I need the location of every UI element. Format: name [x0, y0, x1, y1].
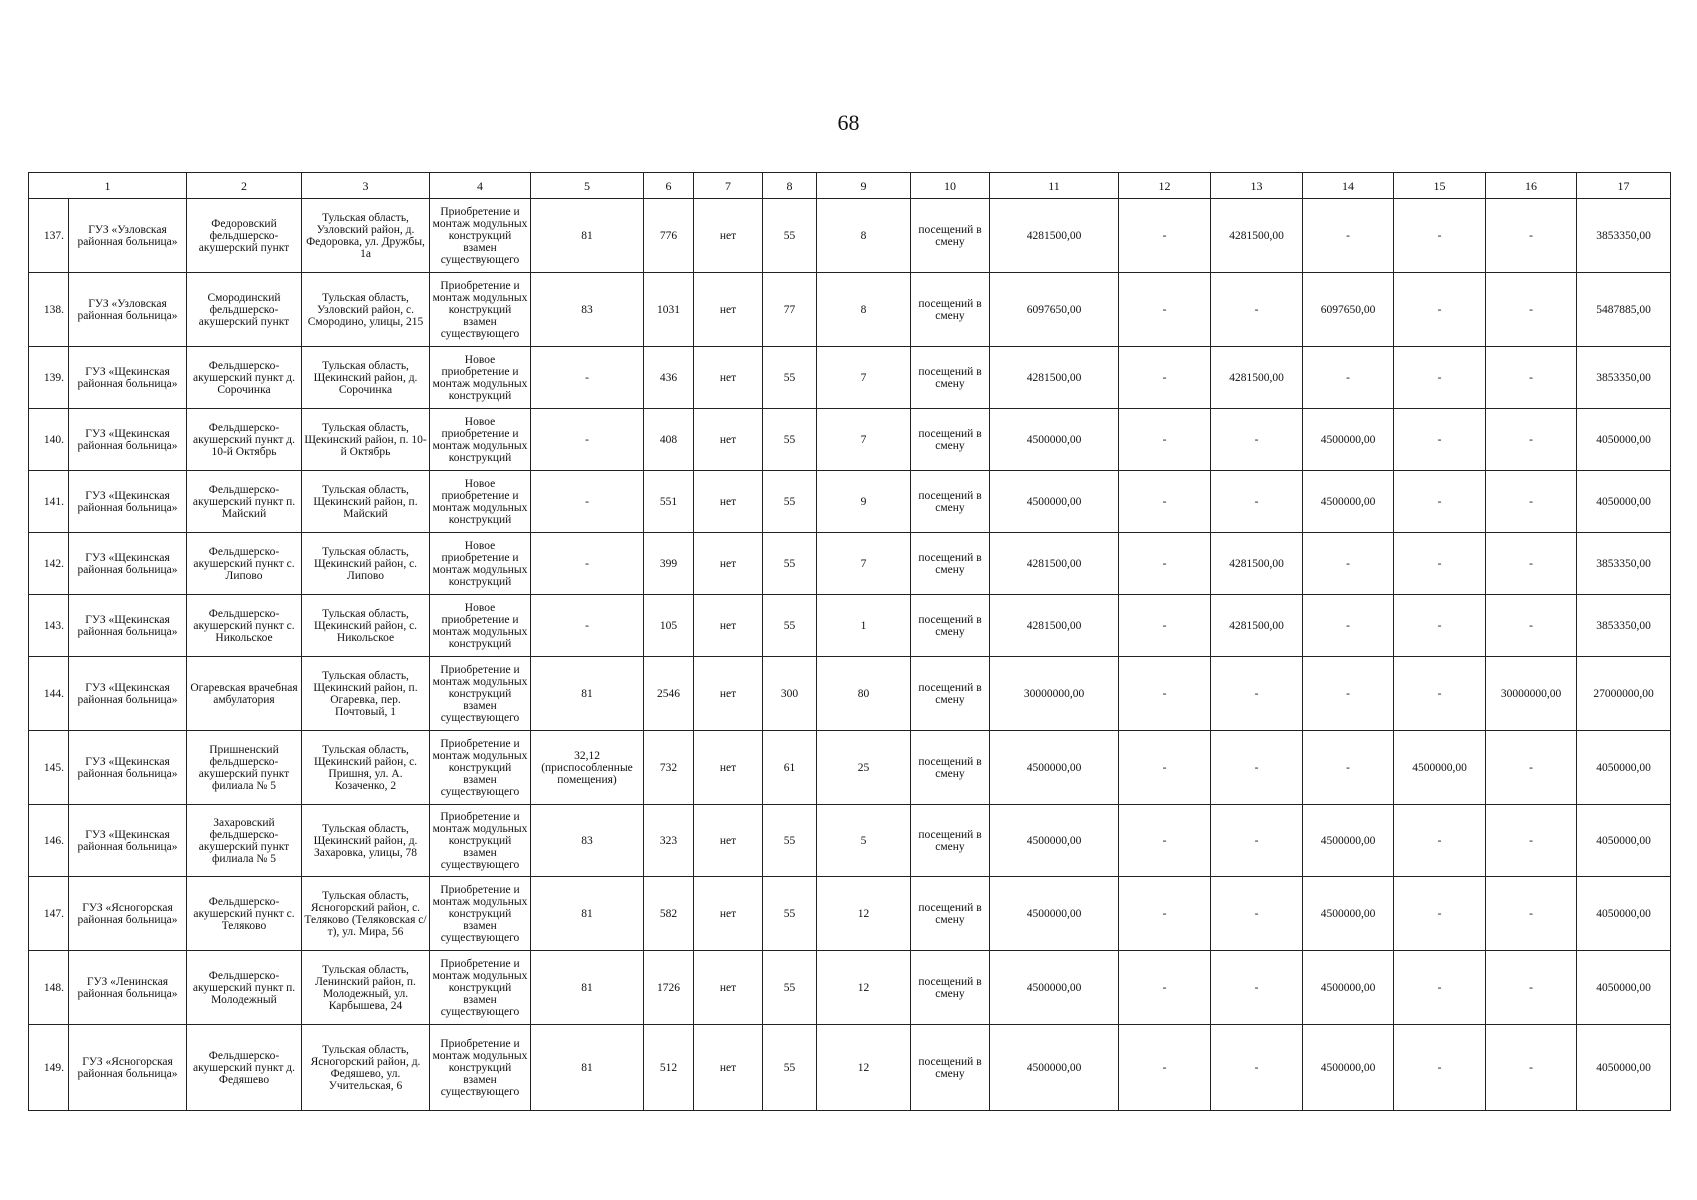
cell-cost-col-14: 4500000,00 [1303, 1025, 1394, 1111]
cell-area: - [531, 595, 644, 657]
cell-cost-col-13: 4281500,00 [1211, 595, 1303, 657]
cell-area: 81 [531, 951, 644, 1025]
cell-cost-col-16: - [1486, 731, 1577, 805]
cell-cost-col-15: - [1394, 877, 1486, 951]
cell-cost-col-14: 4500000,00 [1303, 471, 1394, 533]
cell-cost-col-12: - [1119, 533, 1211, 595]
cell-work-type: Новое приобретение и монтаж модульных конструкций [430, 533, 531, 595]
cell-address: Тульская область, Щекинский район, п. Огаревка, пер. Почтовый, 1 [302, 657, 430, 731]
cell-area: 83 [531, 273, 644, 347]
cell-cost-col-15: - [1394, 951, 1486, 1025]
cell-visits: 12 [817, 951, 911, 1025]
cell-cost-col-12: - [1119, 199, 1211, 273]
cell-column-7: нет [694, 805, 763, 877]
cell-total-cost: 4500000,00 [990, 877, 1119, 951]
cell-row-number: 143. [29, 595, 69, 657]
cell-cost-col-13: 4281500,00 [1211, 347, 1303, 409]
cell-column-7: нет [694, 731, 763, 805]
cell-organization: ГУЗ «Щекинская районная больница» [69, 805, 187, 877]
cell-cost-col-16: - [1486, 951, 1577, 1025]
cell-cost-col-17: 3853350,00 [1577, 199, 1671, 273]
cell-cost-col-16: - [1486, 273, 1577, 347]
cell-cost-col-15: - [1394, 657, 1486, 731]
cell-row-number: 144. [29, 657, 69, 731]
cell-cost-col-17: 4050000,00 [1577, 805, 1671, 877]
cell-column-7: нет [694, 1025, 763, 1111]
cell-total-cost: 30000000,00 [990, 657, 1119, 731]
cell-column-7: нет [694, 657, 763, 731]
cell-row-number: 145. [29, 731, 69, 805]
cell-capacity: 55 [763, 347, 817, 409]
cell-row-number: 149. [29, 1025, 69, 1111]
cell-cost-col-15: - [1394, 595, 1486, 657]
cell-row-number: 146. [29, 805, 69, 877]
cell-cost-col-14: - [1303, 347, 1394, 409]
cell-unit: посещений в смену [911, 347, 990, 409]
column-header: 6 [644, 173, 694, 199]
cell-unit: посещений в смену [911, 409, 990, 471]
cell-facility-name: Пришненский фельдшерско-акушерский пункт филиала № 5 [187, 731, 302, 805]
table-row [29, 347, 1671, 409]
column-header: 13 [1211, 173, 1303, 199]
cell-work-type: Приобретение и монтаж модульных конструкций взамен существующего [430, 877, 531, 951]
column-header: 17 [1577, 173, 1671, 199]
cell-unit: посещений в смену [911, 471, 990, 533]
cell-column-7: нет [694, 471, 763, 533]
cell-visits: 8 [817, 273, 911, 347]
cell-address: Тульская область, Щекинский район, с. Никольское [302, 595, 430, 657]
cell-capacity: 55 [763, 951, 817, 1025]
cell-cost-col-16: - [1486, 471, 1577, 533]
cell-total-cost: 4500000,00 [990, 951, 1119, 1025]
cell-cost-col-13: - [1211, 273, 1303, 347]
cell-cost-col-17: 4050000,00 [1577, 731, 1671, 805]
cell-facility-name: Огаревская врачебная амбулатория [187, 657, 302, 731]
cell-facility-name: Фельдшерско-акушерский пункт д. Сорочинка [187, 347, 302, 409]
cell-cost-col-13: - [1211, 471, 1303, 533]
cell-address: Тульская область, Ясногорский район, д. Федяшево, ул. Учительская, 6 [302, 1025, 430, 1111]
cell-cost-col-15: - [1394, 533, 1486, 595]
cell-cost-col-12: - [1119, 657, 1211, 731]
cell-unit: посещений в смену [911, 595, 990, 657]
cell-facility-name: Фельдшерско-акушерский пункт с. Никольское [187, 595, 302, 657]
cell-facility-name: Фельдшерско-акушерский пункт д. 10-й Октябрь [187, 409, 302, 471]
cell-total-cost: 4281500,00 [990, 347, 1119, 409]
cell-visits: 8 [817, 199, 911, 273]
cell-population: 399 [644, 533, 694, 595]
cell-cost-col-16: - [1486, 347, 1577, 409]
cell-cost-col-14: 4500000,00 [1303, 805, 1394, 877]
cell-visits: 5 [817, 805, 911, 877]
cell-facility-name: Захаровский фельдшерско-акушерский пункт филиала № 5 [187, 805, 302, 877]
page-number: 68 [837, 110, 860, 135]
cell-total-cost: 4281500,00 [990, 199, 1119, 273]
cell-address: Тульская область, Щекинский район, п. 10-й Октябрь [302, 409, 430, 471]
cell-area: 81 [531, 657, 644, 731]
cell-column-7: нет [694, 595, 763, 657]
cell-population: 732 [644, 731, 694, 805]
cell-facility-name: Фельдшерско-акушерский пункт п. Молодежный [187, 951, 302, 1025]
cell-population: 2546 [644, 657, 694, 731]
cell-visits: 7 [817, 347, 911, 409]
cell-total-cost: 6097650,00 [990, 273, 1119, 347]
table-row [29, 409, 1671, 471]
cell-work-type: Приобретение и монтаж модульных конструкций взамен существующего [430, 199, 531, 273]
cell-address: Тульская область, Щекинский район, п. Майский [302, 471, 430, 533]
cell-capacity: 55 [763, 877, 817, 951]
cell-capacity: 55 [763, 471, 817, 533]
cell-organization: ГУЗ «Ленинская районная больница» [69, 951, 187, 1025]
cell-organization: ГУЗ «Щекинская районная больница» [69, 595, 187, 657]
cell-cost-col-14: 6097650,00 [1303, 273, 1394, 347]
cell-capacity: 55 [763, 805, 817, 877]
cell-cost-col-16: - [1486, 877, 1577, 951]
cell-total-cost: 4281500,00 [990, 595, 1119, 657]
cell-work-type: Новое приобретение и монтаж модульных конструкций [430, 595, 531, 657]
cell-visits: 25 [817, 731, 911, 805]
cell-facility-name: Фельдшерско-акушерский пункт п. Майский [187, 471, 302, 533]
table-row [29, 199, 1671, 273]
cell-area: 81 [531, 877, 644, 951]
cell-work-type: Приобретение и монтаж модульных конструкций взамен существующего [430, 657, 531, 731]
cell-visits: 1 [817, 595, 911, 657]
cell-work-type: Новое приобретение и монтаж модульных конструкций [430, 409, 531, 471]
cell-population: 1726 [644, 951, 694, 1025]
cell-unit: посещений в смену [911, 1025, 990, 1111]
cell-cost-col-12: - [1119, 877, 1211, 951]
column-header: 3 [302, 173, 430, 199]
cell-column-7: нет [694, 273, 763, 347]
cell-capacity: 55 [763, 199, 817, 273]
cell-capacity: 55 [763, 1025, 817, 1111]
cell-population: 776 [644, 199, 694, 273]
cell-cost-col-12: - [1119, 471, 1211, 533]
cell-visits: 80 [817, 657, 911, 731]
cell-cost-col-16: - [1486, 533, 1577, 595]
cell-row-number: 141. [29, 471, 69, 533]
cell-area: 81 [531, 1025, 644, 1111]
cell-address: Тульская область, Ясногорский район, с. Теляково (Теляковская с/т), ул. Мира, 56 [302, 877, 430, 951]
cell-facility-name: Федоровский фельдшерско-акушерский пункт [187, 199, 302, 273]
column-header: 11 [990, 173, 1119, 199]
cell-cost-col-12: - [1119, 273, 1211, 347]
cell-address: Тульская область, Щекинский район, д. Захаровка, улицы, 78 [302, 805, 430, 877]
cell-row-number: 137. [29, 199, 69, 273]
cell-cost-col-17: 4050000,00 [1577, 877, 1671, 951]
cell-address: Тульская область, Узловский район, с. Смородино, улицы, 215 [302, 273, 430, 347]
cell-column-7: нет [694, 951, 763, 1025]
cell-column-7: нет [694, 347, 763, 409]
cell-total-cost: 4281500,00 [990, 533, 1119, 595]
cell-address: Тульская область, Щекинский район, д. Сорочинка [302, 347, 430, 409]
header-row [29, 173, 1671, 199]
cell-row-number: 139. [29, 347, 69, 409]
cell-organization: ГУЗ «Щекинская районная больница» [69, 409, 187, 471]
cell-population: 582 [644, 877, 694, 951]
table-row [29, 471, 1671, 533]
cell-cost-col-17: 5487885,00 [1577, 273, 1671, 347]
cell-area: - [531, 533, 644, 595]
column-header: 5 [531, 173, 644, 199]
cell-unit: посещений в смену [911, 951, 990, 1025]
column-header: 12 [1119, 173, 1211, 199]
cell-area: 81 [531, 199, 644, 273]
cell-unit: посещений в смену [911, 877, 990, 951]
column-header: 15 [1394, 173, 1486, 199]
cell-unit: посещений в смену [911, 273, 990, 347]
cell-column-7: нет [694, 877, 763, 951]
cell-unit: посещений в смену [911, 805, 990, 877]
cell-cost-col-13: - [1211, 877, 1303, 951]
cell-cost-col-15: 4500000,00 [1394, 731, 1486, 805]
cell-cost-col-14: - [1303, 731, 1394, 805]
cell-population: 408 [644, 409, 694, 471]
column-header: 9 [817, 173, 911, 199]
cell-visits: 12 [817, 877, 911, 951]
cell-address: Тульская область, Щекинский район, с. Пришня, ул. А. Козаченко, 2 [302, 731, 430, 805]
table-row [29, 951, 1671, 1025]
cell-cost-col-17: 27000000,00 [1577, 657, 1671, 731]
data-table [28, 172, 1671, 1111]
cell-cost-col-17: 4050000,00 [1577, 471, 1671, 533]
cell-population: 551 [644, 471, 694, 533]
column-header: 4 [430, 173, 531, 199]
cell-cost-col-13: - [1211, 657, 1303, 731]
cell-row-number: 148. [29, 951, 69, 1025]
cell-area: - [531, 347, 644, 409]
column-header: 8 [763, 173, 817, 199]
cell-population: 1031 [644, 273, 694, 347]
cell-cost-col-12: - [1119, 805, 1211, 877]
cell-cost-col-16: - [1486, 409, 1577, 471]
table-row [29, 533, 1671, 595]
cell-cost-col-14: 4500000,00 [1303, 409, 1394, 471]
cell-cost-col-17: 3853350,00 [1577, 595, 1671, 657]
cell-work-type: Приобретение и монтаж модульных конструкций взамен существующего [430, 1025, 531, 1111]
cell-area: - [531, 409, 644, 471]
cell-cost-col-14: 4500000,00 [1303, 951, 1394, 1025]
cell-capacity: 55 [763, 409, 817, 471]
cell-cost-col-14: - [1303, 595, 1394, 657]
cell-cost-col-16: - [1486, 595, 1577, 657]
cell-work-type: Приобретение и монтаж модульных конструкций взамен существующего [430, 805, 531, 877]
cell-facility-name: Фельдшерско-акушерский пункт д. Федяшево [187, 1025, 302, 1111]
cell-work-type: Новое приобретение и монтаж модульных конструкций [430, 347, 531, 409]
cell-capacity: 55 [763, 595, 817, 657]
column-header: 7 [694, 173, 763, 199]
cell-cost-col-12: - [1119, 951, 1211, 1025]
column-header: 10 [911, 173, 990, 199]
cell-facility-name: Фельдшерско-акушерский пункт с. Теляково [187, 877, 302, 951]
cell-cost-col-12: - [1119, 731, 1211, 805]
cell-visits: 9 [817, 471, 911, 533]
cell-cost-col-13: 4281500,00 [1211, 199, 1303, 273]
column-header: 1 [29, 173, 187, 199]
cell-capacity: 77 [763, 273, 817, 347]
column-header: 16 [1486, 173, 1577, 199]
cell-column-7: нет [694, 409, 763, 471]
cell-organization: ГУЗ «Щекинская районная больница» [69, 347, 187, 409]
cell-unit: посещений в смену [911, 199, 990, 273]
cell-work-type: Приобретение и монтаж модульных конструкций взамен существующего [430, 273, 531, 347]
table-row [29, 1025, 1671, 1111]
cell-row-number: 140. [29, 409, 69, 471]
cell-unit: посещений в смену [911, 533, 990, 595]
column-header: 14 [1303, 173, 1394, 199]
cell-cost-col-13: 4281500,00 [1211, 533, 1303, 595]
cell-cost-col-14: - [1303, 199, 1394, 273]
cell-population: 436 [644, 347, 694, 409]
cell-address: Тульская область, Щекинский район, с. Липово [302, 533, 430, 595]
cell-cost-col-12: - [1119, 1025, 1211, 1111]
cell-capacity: 55 [763, 533, 817, 595]
cell-cost-col-13: - [1211, 1025, 1303, 1111]
cell-cost-col-15: - [1394, 1025, 1486, 1111]
cell-area: 32,12 (приспособленные помещения) [531, 731, 644, 805]
cell-population: 323 [644, 805, 694, 877]
cell-organization: ГУЗ «Щекинская районная больница» [69, 471, 187, 533]
cell-row-number: 138. [29, 273, 69, 347]
cell-column-7: нет [694, 199, 763, 273]
column-header: 2 [187, 173, 302, 199]
cell-cost-col-15: - [1394, 805, 1486, 877]
cell-cost-col-15: - [1394, 471, 1486, 533]
cell-cost-col-13: - [1211, 951, 1303, 1025]
cell-cost-col-12: - [1119, 409, 1211, 471]
cell-visits: 7 [817, 533, 911, 595]
cell-capacity: 61 [763, 731, 817, 805]
cell-total-cost: 4500000,00 [990, 731, 1119, 805]
cell-population: 512 [644, 1025, 694, 1111]
cell-cost-col-16: - [1486, 805, 1577, 877]
cell-cost-col-12: - [1119, 347, 1211, 409]
cell-cost-col-13: - [1211, 409, 1303, 471]
cell-organization: ГУЗ «Щекинская районная больница» [69, 533, 187, 595]
cell-cost-col-14: - [1303, 533, 1394, 595]
cell-work-type: Новое приобретение и монтаж модульных конструкций [430, 471, 531, 533]
cell-cost-col-14: - [1303, 657, 1394, 731]
cell-cost-col-17: 3853350,00 [1577, 347, 1671, 409]
cell-cost-col-16: 30000000,00 [1486, 657, 1577, 731]
cell-total-cost: 4500000,00 [990, 805, 1119, 877]
cell-unit: посещений в смену [911, 657, 990, 731]
cell-cost-col-13: - [1211, 805, 1303, 877]
cell-column-7: нет [694, 533, 763, 595]
cell-organization: ГУЗ «Узловская районная больница» [69, 273, 187, 347]
cell-organization: ГУЗ «Ясногорская районная больница» [69, 1025, 187, 1111]
cell-row-number: 142. [29, 533, 69, 595]
cell-area: - [531, 471, 644, 533]
cell-population: 105 [644, 595, 694, 657]
cell-visits: 12 [817, 1025, 911, 1111]
cell-cost-col-17: 3853350,00 [1577, 533, 1671, 595]
cell-cost-col-16: - [1486, 199, 1577, 273]
cell-cost-col-16: - [1486, 1025, 1577, 1111]
cell-cost-col-15: - [1394, 199, 1486, 273]
cell-cost-col-17: 4050000,00 [1577, 409, 1671, 471]
cell-visits: 7 [817, 409, 911, 471]
cell-cost-col-14: 4500000,00 [1303, 877, 1394, 951]
cell-total-cost: 4500000,00 [990, 471, 1119, 533]
cell-address: Тульская область, Узловский район, д. Федоровка, ул. Дружбы, 1а [302, 199, 430, 273]
table-row [29, 731, 1671, 805]
cell-unit: посещений в смену [911, 731, 990, 805]
cell-work-type: Приобретение и монтаж модульных конструкций взамен существующего [430, 951, 531, 1025]
cell-total-cost: 4500000,00 [990, 409, 1119, 471]
table-row [29, 657, 1671, 731]
cell-cost-col-15: - [1394, 273, 1486, 347]
cell-organization: ГУЗ «Щекинская районная больница» [69, 657, 187, 731]
table-row [29, 273, 1671, 347]
cell-cost-col-17: 4050000,00 [1577, 1025, 1671, 1111]
cell-cost-col-13: - [1211, 731, 1303, 805]
cell-address: Тульская область, Ленинский район, п. Молодежный, ул. Карбышева, 24 [302, 951, 430, 1025]
cell-facility-name: Фельдшерско-акушерский пункт с. Липово [187, 533, 302, 595]
table-row [29, 595, 1671, 657]
cell-row-number: 147. [29, 877, 69, 951]
cell-total-cost: 4500000,00 [990, 1025, 1119, 1111]
cell-organization: ГУЗ «Щекинская районная больница» [69, 731, 187, 805]
cell-facility-name: Смородинский фельдшерско-акушерский пункт [187, 273, 302, 347]
cell-work-type: Приобретение и монтаж модульных конструкций взамен существующего [430, 731, 531, 805]
cell-cost-col-15: - [1394, 347, 1486, 409]
cell-area: 83 [531, 805, 644, 877]
table-row [29, 877, 1671, 951]
cell-cost-col-12: - [1119, 595, 1211, 657]
cell-organization: ГУЗ «Ясногорская районная больница» [69, 877, 187, 951]
cell-organization: ГУЗ «Узловская районная больница» [69, 199, 187, 273]
cell-capacity: 300 [763, 657, 817, 731]
cell-cost-col-17: 4050000,00 [1577, 951, 1671, 1025]
table-row [29, 805, 1671, 877]
cell-cost-col-15: - [1394, 409, 1486, 471]
